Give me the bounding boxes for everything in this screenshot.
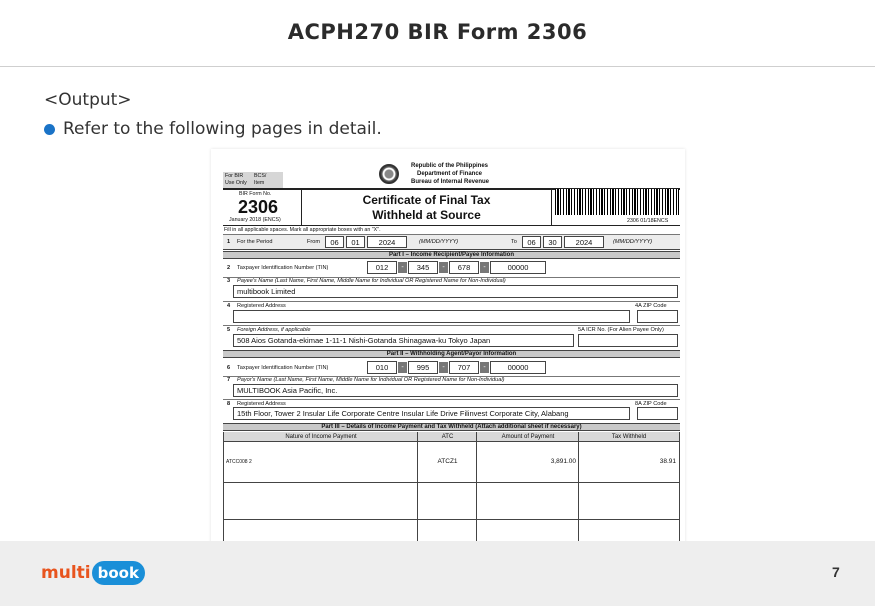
- payee-tin-1[interactable]: 012: [367, 261, 397, 274]
- table-row: [224, 483, 679, 520]
- payee-tin-label: Taxpayer Identification Number (TIN): [237, 265, 329, 271]
- payee-address-label: Registered Address: [237, 303, 286, 309]
- multibook-logo: [41, 561, 145, 585]
- payee-tin-2[interactable]: 345: [408, 261, 438, 274]
- payee-address-field[interactable]: [233, 310, 630, 323]
- payor-tin-dash: -: [480, 362, 489, 373]
- part-2-header: Part II – Withholding Agent/Payor Information: [223, 350, 680, 358]
- agency-line-2: Department of Finance: [417, 171, 483, 177]
- page-number: 7: [832, 564, 840, 580]
- payor-tin-2[interactable]: 995: [408, 361, 438, 374]
- for-bir-label: For BIR: [225, 173, 244, 179]
- form-no-label: BIR Form No.: [239, 191, 272, 197]
- to-format-hint: (MM/DD/YYYY): [613, 239, 653, 245]
- icr-label: 5A ICR No. (For Alien Payee Only): [578, 327, 664, 333]
- col-header-tax: Tax Withheld: [611, 434, 647, 440]
- logo-book: book: [92, 561, 145, 585]
- foreign-address-num: 5: [227, 327, 231, 333]
- instructions: Fill in all applicable spaces. Mark all appropriate boxes with an "X".: [224, 227, 381, 233]
- row-tax: 38.91: [659, 458, 676, 465]
- row-nature: ATCC008 2: [226, 459, 252, 465]
- col-header-nature: Nature of Income Payment: [285, 434, 357, 440]
- bullet-text: Refer to the following pages in detail.: [63, 119, 382, 139]
- to-month[interactable]: 06: [522, 236, 541, 248]
- from-day[interactable]: 01: [346, 236, 365, 248]
- part-1-header: Part I – Income Recipient/Payee Information: [223, 251, 680, 259]
- row-amount: 3,891.00: [550, 458, 576, 465]
- foreign-address-field[interactable]: 508 Aios Gotanda-ekimae 1-11-1 Nishi-Gotanda Shinagawa-ku Tokyo Japan: [233, 334, 574, 347]
- payee-name-num: 3: [227, 278, 231, 284]
- bullet-item: [44, 119, 382, 139]
- period-num: 1: [227, 239, 231, 245]
- payee-zip-label: 4A ZIP Code: [635, 303, 667, 309]
- payor-zip-label: 8A ZIP Code: [635, 401, 667, 407]
- payor-tin-dash: -: [439, 362, 448, 373]
- part-3-header: Part III – Details of Income Payment and Tax Withheld (Attach additional sheet if necessary): [223, 423, 680, 431]
- to-day[interactable]: 30: [543, 236, 562, 248]
- agency-line-1: Republic of the Philippines: [411, 163, 489, 169]
- payee-tin-dash: -: [439, 262, 448, 273]
- payee-name-field[interactable]: multibook Limited: [233, 285, 678, 298]
- payor-tin-label: Taxpayer Identification Number (TIN): [237, 365, 329, 371]
- to-year[interactable]: 2024: [564, 236, 604, 248]
- bcs-label: BCS/: [254, 173, 267, 179]
- payee-tin-3[interactable]: 678: [449, 261, 479, 274]
- foreign-address-label: Foreign Address, if applicable: [237, 327, 311, 333]
- bir-form-2306: [211, 149, 685, 570]
- from-year[interactable]: 2024: [367, 236, 407, 248]
- title-divider: [0, 66, 875, 67]
- row-atc: ATCZ1: [437, 458, 458, 465]
- from-label: From: [307, 239, 321, 245]
- bir-seal-icon: [379, 164, 399, 184]
- item-label: Item: [254, 180, 265, 186]
- payor-name-num: 7: [227, 377, 231, 383]
- bullet-dot-icon: [44, 124, 55, 135]
- barcode: [555, 189, 679, 215]
- form-title-line-2: Withheld at Source: [372, 208, 481, 222]
- payee-tin-num: 2: [227, 265, 231, 271]
- barcode-caption: 2306 01/18ENCS: [627, 218, 669, 224]
- payee-tin-4[interactable]: 00000: [490, 261, 546, 274]
- col-header-amount: Amount of Payment: [501, 434, 555, 440]
- payor-tin-1[interactable]: 010: [367, 361, 397, 374]
- payor-tin-3[interactable]: 707: [449, 361, 479, 374]
- output-label: <Output>: [44, 90, 132, 110]
- payee-tin-dash: -: [398, 262, 407, 273]
- to-label: To: [511, 239, 517, 245]
- form-edition: January 2018 (ENCS): [229, 217, 281, 223]
- payor-address-label: Registered Address: [237, 401, 286, 407]
- logo-multi: multi: [41, 563, 91, 583]
- icr-field[interactable]: [578, 334, 678, 347]
- form-number: 2306: [238, 197, 279, 217]
- col-header-atc: ATC: [441, 434, 454, 440]
- payor-name-field[interactable]: MULTIBOOK Asia Pacific, Inc.: [233, 384, 678, 397]
- payor-tin-dash: -: [398, 362, 407, 373]
- payor-zip-field[interactable]: [637, 407, 678, 420]
- use-only-label: Use Only: [225, 180, 247, 186]
- from-month[interactable]: 06: [325, 236, 344, 248]
- payor-tin-4[interactable]: 00000: [490, 361, 546, 374]
- payor-name-label: Payor's Name (Last Name, First Name, Middle Name for Individual OR Registered Name for Non-Individual): [237, 377, 505, 383]
- payee-zip-field[interactable]: [637, 310, 678, 323]
- payee-address-num: 4: [227, 303, 231, 309]
- payee-name-label: Payee's Name (Last Name, First Name, Middle Name for Individual OR Registered Name for Non-Individual): [237, 278, 506, 284]
- period-label: For the Period: [237, 239, 273, 245]
- payor-tin-num: 6: [227, 365, 231, 371]
- payor-address-field[interactable]: 15th Floor, Tower 2 Insular Life Corporate Centre Insular Life Drive Filinvest Corporate City, Alabang: [233, 407, 630, 420]
- payee-tin-dash: -: [480, 262, 489, 273]
- from-format-hint: (MM/DD/YYYY): [419, 239, 459, 245]
- form-title-line-1: Certificate of Final Tax: [362, 193, 491, 207]
- payor-address-num: 8: [227, 401, 231, 407]
- slide-title: ACPH270 BIR Form 2306: [287, 20, 588, 44]
- agency-line-3: Bureau of Internal Revenue: [411, 179, 490, 185]
